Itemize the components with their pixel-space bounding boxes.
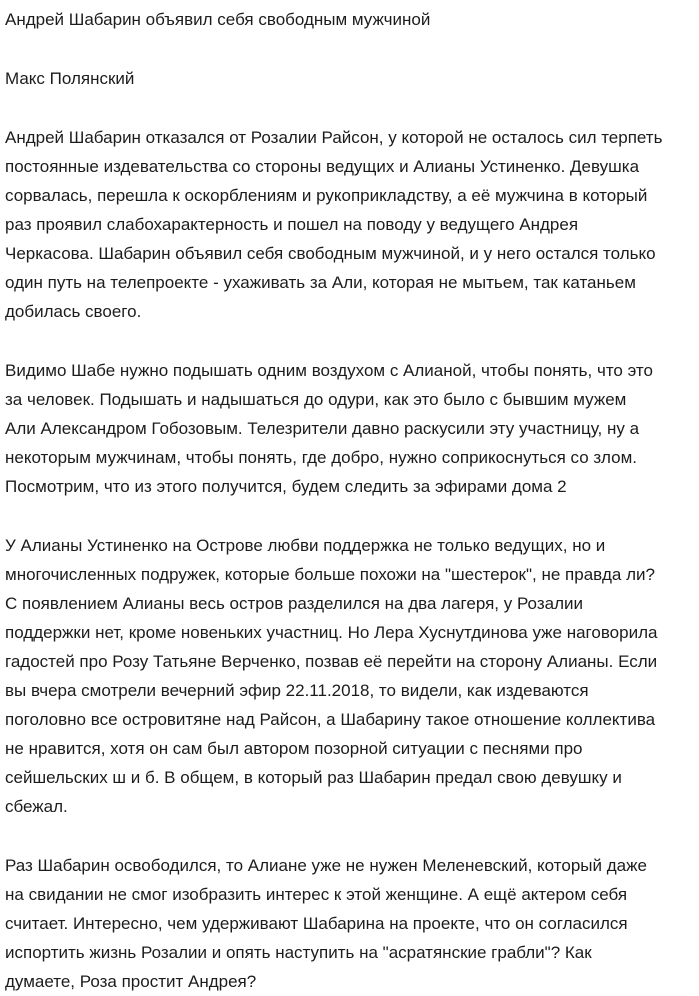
paragraph-line: Посмотрим, что из этого получится, будем следить за эфирами дома 2 bbox=[5, 477, 567, 496]
paragraph-line: сейшельских ш и б. В общем, в который раз Шабарин предал свою девушку и bbox=[5, 768, 622, 787]
paragraph-4 bbox=[5, 821, 695, 996]
paragraph-1 bbox=[5, 93, 695, 326]
paragraph-line: на свидании не смог изобразить интерес к этой женщине. А ещё актером себя bbox=[5, 885, 628, 904]
paragraph-line: поголовно все островитяне над Райсон, а Шабарину такое отношение коллектива bbox=[5, 710, 656, 729]
paragraph-line: С появлением Алианы весь остров разделился на два лагеря, у Розалии bbox=[5, 594, 583, 613]
paragraph-line: один путь на телепроекте - ухаживать за Али, которая не мытьем, так катаньем bbox=[5, 273, 636, 292]
paragraph-line: поддержки нет, кроме новеньких участниц. Но Лера Хуснутдинова уже наговорила bbox=[5, 623, 658, 642]
paragraph-line: Видимо Шабе нужно подышать одним воздухом с Алианой, чтобы понять, что это bbox=[5, 361, 653, 380]
paragraph-line: гадостей про Розу Татьяне Верченко, позвав её перейти на сторону Алианы. Если bbox=[5, 652, 658, 671]
article-paragraphs bbox=[5, 93, 695, 996]
paragraph-line: У Алианы Устиненко на Острове любви поддержка не только ведущих, но и bbox=[5, 536, 606, 555]
paragraph-line: постоянные издевательства со стороны ведущих и Алианы Устиненко. Девушка bbox=[5, 157, 640, 176]
paragraph-line: Черкасова. Шабарин объявил себя свободным мужчиной, и у него остался только bbox=[5, 244, 656, 263]
paragraph-line: сбежал. bbox=[5, 797, 68, 816]
headline-line: Андрей Шабарин объявил себя свободным мужчиной bbox=[5, 10, 431, 29]
paragraph-3 bbox=[5, 501, 695, 821]
paragraph-line: некоторым мужчинам, чтобы понять, где добро, нужно соприкоснуться со злом. bbox=[5, 448, 638, 467]
paragraph-line: Андрей Шабарин отказался от Розалии Райсон, у которой не осталось сил терпеть bbox=[5, 128, 663, 147]
paragraph-line: за человек. Подышать и надышаться до одури, как это было с бывшим мужем bbox=[5, 390, 627, 409]
article-author bbox=[5, 34, 695, 93]
paragraph-line: вы вчера смотрели вечерний эфир 22.11.2018, то видели, как издеваются bbox=[5, 681, 589, 700]
byline-line: Макс Полянский bbox=[5, 69, 135, 88]
paragraph-line: многочисленных подружек, которые больше похожи на "шестерок", не правда ли? bbox=[5, 565, 655, 584]
paragraph-line: Раз Шабарин освободился, то Алиане уже не нужен Меленевский, который даже bbox=[5, 856, 647, 875]
paragraph-line: раз проявил слабохарактерность и пошел на поводу у ведущего Андрея bbox=[5, 215, 579, 234]
paragraph-line: не нравится, хотя он сам был автором позорной ситуации с песнями про bbox=[5, 739, 583, 758]
paragraph-line: Али Александром Гобозовым. Телезрители давно раскусили эту участницу, ну а bbox=[5, 419, 640, 438]
paragraph-line: добилась своего. bbox=[5, 302, 142, 321]
paragraph-2 bbox=[5, 326, 695, 501]
paragraph-line: сорвалась, перешла к оскорблениям и рукоприкладству, а её мужчина в который bbox=[5, 186, 648, 205]
paragraph-line: испортить жизнь Розалии и опять наступить на "асратянские грабли"? Как bbox=[5, 943, 592, 962]
page-title bbox=[5, 0, 695, 34]
paragraph-line: считает. Интересно, чем удерживают Шабарина на проекте, что он согласился bbox=[5, 914, 628, 933]
paragraph-line: думаете, Роза простит Андрея? bbox=[5, 972, 257, 991]
